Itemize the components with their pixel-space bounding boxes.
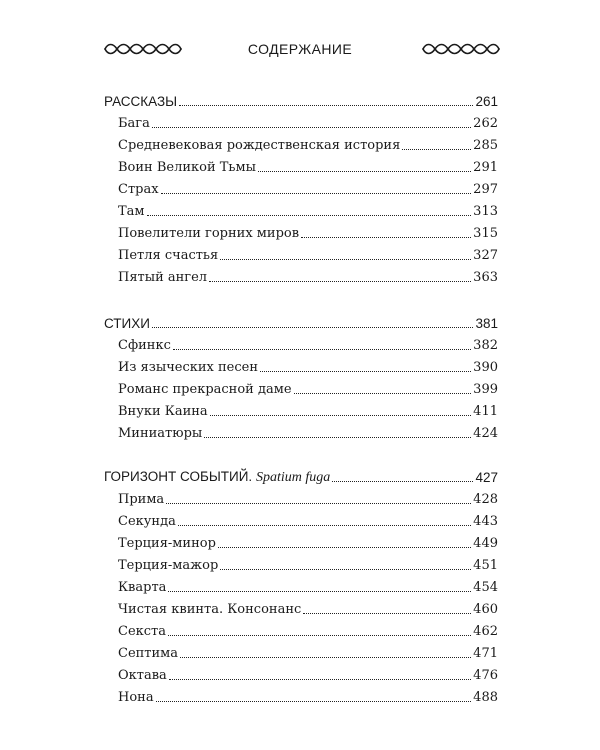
dot-leader	[166, 503, 471, 504]
toc-entry[interactable]	[118, 554, 498, 574]
toc-entry[interactable]	[118, 510, 498, 530]
toc-entry[interactable]	[118, 244, 498, 264]
page-number: 313	[473, 204, 498, 219]
entry-title: Средневековая рождественская история	[118, 138, 401, 153]
page-number: 327	[473, 248, 498, 263]
entry-title: Терция-мажор	[118, 558, 219, 573]
entry-title: Бага	[118, 116, 150, 131]
entry-title: Чистая квинта. Консонанс	[118, 602, 302, 617]
entry-title: Септима	[118, 646, 179, 661]
toc-entry[interactable]	[118, 222, 498, 242]
page-number: 488	[473, 690, 498, 705]
toc-section[interactable]	[104, 466, 498, 486]
page-number: 315	[473, 226, 498, 241]
dot-leader	[147, 215, 472, 216]
dot-leader	[402, 149, 471, 150]
entry-title: Там	[118, 204, 145, 219]
ornament-icon	[422, 40, 500, 58]
entry-title: Внуки Каина	[118, 404, 208, 419]
page-number: 476	[473, 668, 498, 683]
entry-title: Секста	[118, 624, 166, 639]
toc-entry[interactable]	[118, 620, 498, 640]
dot-leader	[156, 701, 472, 702]
page-number: 451	[473, 558, 498, 573]
dot-leader	[173, 349, 471, 350]
entry-title: Сфинкс	[118, 338, 171, 353]
page-number: 428	[473, 492, 498, 507]
entry-title: Октава	[118, 668, 167, 683]
section-title: РАССКАЗЫ	[104, 94, 178, 109]
dot-leader	[168, 591, 471, 592]
dot-leader	[210, 415, 471, 416]
page-number: 285	[473, 138, 498, 153]
dot-leader	[301, 237, 471, 238]
toc-entry[interactable]	[118, 334, 498, 354]
toc-entry[interactable]	[118, 156, 498, 176]
page-number: 390	[473, 360, 498, 375]
page-number: 462	[473, 624, 498, 639]
page-number: 382	[473, 338, 498, 353]
dot-leader	[169, 679, 471, 680]
page-number: 363	[473, 270, 498, 285]
page-number: 460	[473, 602, 498, 617]
entry-title: Петля счастья	[118, 248, 219, 263]
dot-leader	[179, 105, 473, 106]
ornament-icon	[104, 40, 182, 58]
entry-title: Секунда	[118, 514, 176, 529]
toc-entry[interactable]	[118, 598, 498, 618]
toc-entry[interactable]	[118, 112, 498, 132]
entry-title: Из языческих песен	[118, 360, 259, 375]
dot-leader	[180, 657, 471, 658]
page-number: 297	[473, 182, 498, 197]
section-title-italic: Spatium fuga	[255, 470, 331, 485]
dot-leader	[152, 127, 471, 128]
page-number: 411	[473, 404, 498, 419]
entry-title: Пятый ангел	[118, 270, 208, 285]
entry-title: Воин Великой Тьмы	[118, 160, 256, 175]
toc-entry[interactable]	[118, 178, 498, 198]
entry-title: Повелители горних миров	[118, 226, 300, 241]
dot-leader	[303, 613, 471, 614]
dot-leader	[209, 281, 471, 282]
page-number: 381	[475, 316, 498, 331]
dot-leader	[294, 393, 472, 394]
section-title: СТИХИ	[104, 316, 150, 331]
toc-entry[interactable]	[118, 686, 498, 706]
toc-entry[interactable]	[118, 576, 498, 596]
toc-entry[interactable]	[118, 642, 498, 662]
page-number: 471	[473, 646, 498, 661]
entry-title: Страх	[118, 182, 159, 197]
entry-title: Нона	[118, 690, 154, 705]
dot-leader	[161, 193, 472, 194]
entry-title: Миниатюры	[118, 426, 203, 441]
toc-entry[interactable]	[118, 532, 498, 552]
page-number: 424	[473, 426, 498, 441]
entry-title: Терция-минор	[118, 536, 216, 551]
entry-title: Романс прекрасной даме	[118, 382, 292, 397]
section-title	[104, 469, 330, 486]
page-number: 399	[473, 382, 498, 397]
section-title-main: ГОРИЗОНТ СОБЫТИЙ.	[104, 469, 253, 484]
entry-title: Кварта	[118, 580, 167, 595]
entry-title: Прима	[118, 492, 165, 507]
page-number: 454	[473, 580, 498, 595]
toc-section[interactable]	[104, 90, 498, 110]
page-number: 261	[475, 94, 498, 109]
toc-entry[interactable]	[118, 378, 498, 398]
toc-entry[interactable]	[118, 134, 498, 154]
dot-leader	[218, 547, 471, 548]
toc-section[interactable]	[104, 312, 498, 332]
dot-leader	[204, 437, 471, 438]
toc-entry[interactable]	[118, 664, 498, 684]
dot-leader	[220, 569, 471, 570]
toc-entry[interactable]	[118, 200, 498, 220]
toc-entry[interactable]	[118, 422, 498, 442]
dot-leader	[258, 171, 471, 172]
toc-entry[interactable]	[118, 266, 498, 286]
page-number: 443	[473, 514, 498, 529]
dot-leader	[168, 635, 471, 636]
page-number: 427	[475, 470, 498, 485]
dot-leader	[220, 259, 471, 260]
page-title: СОДЕРЖАНИЕ	[247, 41, 353, 57]
dot-leader	[260, 371, 471, 372]
toc-entry[interactable]	[118, 488, 498, 508]
dot-leader	[332, 481, 473, 482]
toc-entry[interactable]	[118, 400, 498, 420]
page-number: 291	[473, 160, 498, 175]
page-number: 262	[473, 116, 498, 131]
dot-leader	[152, 327, 474, 328]
dot-leader	[178, 525, 471, 526]
page-number: 449	[473, 536, 498, 551]
toc-entry[interactable]	[118, 356, 498, 376]
